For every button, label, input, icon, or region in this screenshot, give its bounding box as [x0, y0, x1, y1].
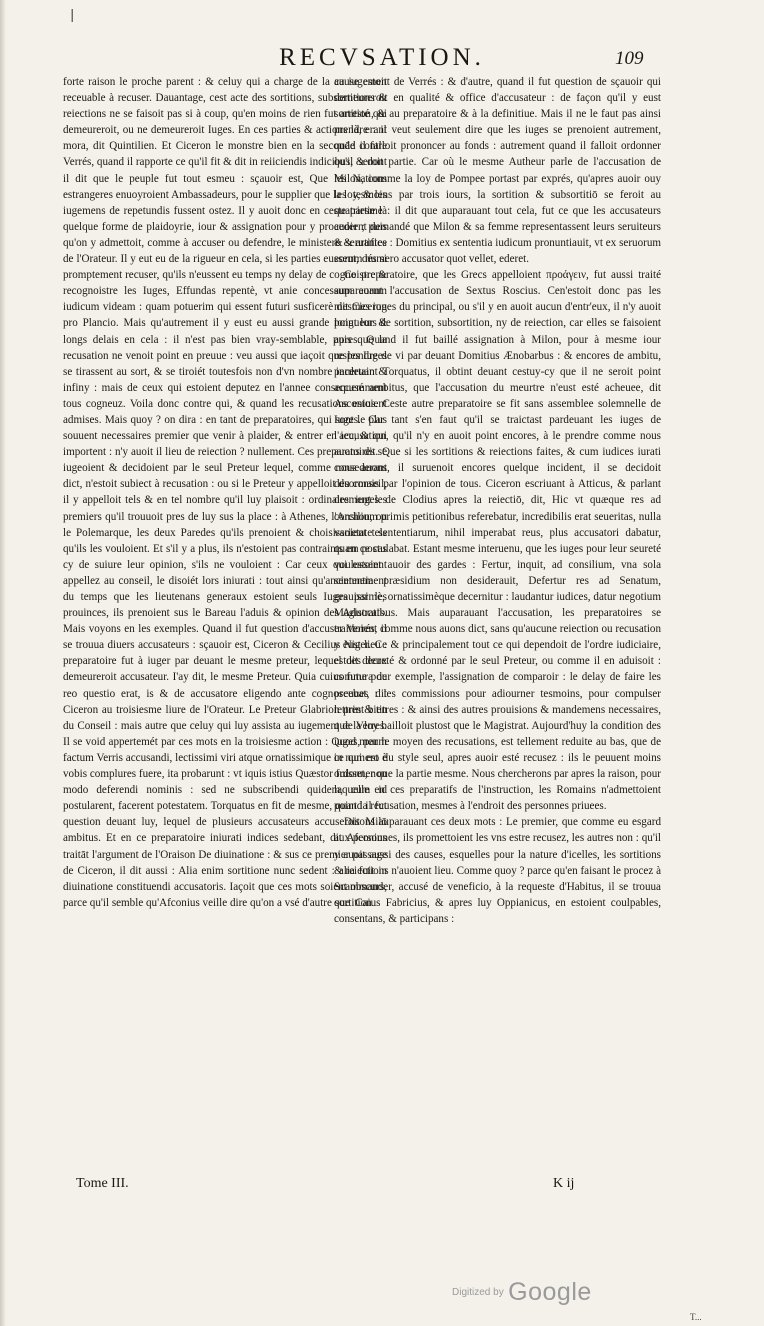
- tome-label: Tome III.: [76, 1176, 129, 1191]
- page-edge: [0, 0, 6, 1326]
- running-title: RECVSATION.: [279, 44, 485, 71]
- digitized-watermark: [452, 1278, 592, 1307]
- watermark-prefix: Digitized by: [452, 1287, 504, 1298]
- right-column: [334, 74, 661, 1168]
- margin-mark: |: [70, 8, 75, 23]
- page-number: 109: [615, 48, 644, 69]
- right-paragraph: au iugement de Verrés : & d'autre, quand il fut question de sçauoir qui demeureroit en qualité & office d'accusateur : de façon qu'il y eust sortition, & au preparatoire & à la definitiue. Mais il ne le faut pas ainsi prendre : il veut seulement dire que les iuges se prenoient autrement, quād il falloit prononcer au fonds : autrement quand il falloit ordonner qu'il seroit partie. Car où le mesme Autheur parle de l'accusation de Milon, comme la loy de Pompee portast par exprés, qu'apres auoir ouy les tesmoins par trois iours, la sortition & subsortitiō se feroit au quatriesme : il dit que auparauant tout cela, fut ce que les accusateurs auoient demandé que Milon & sa femme representassent leurs seruiteurs & seruantes : Domitius ex sententia iudicum pronuntiauit, vt ex seruorum eorum numero accusator quot vellet, ederet.: [334, 76, 661, 266]
- watermark-brand: Google: [508, 1278, 592, 1306]
- right-paragraph: Ce preparatoire, que les Grecs appelloient προάγειν, fut aussi traité auparauant l'accusation de Sextus Roscius. Cen'estoit donc pas les mesmes iuges du principal, ou s'il y en auoit aucun d'entr'eux, il n'y auoit point lors de sortition, subsortition, ny de reiection, car elles se faisoient apres. Quand il fut baillé assignation à Milon, pour à mesme iour respondre de vi par deuant Domitius Ænobarbus : & encores de ambitu, pardeuant Torquatus, il obtint deuant cestuy-cy que il ne seroit point accusé ambitus, que l'accusation du meurtre n'eust esté acheuee, dit Asconius. Ceste autre preparatoire se fit sans assemblee solemnelle de Iuges. Car tant s'en faut qu'il se traictast pardeuant les iuges de l'accusation, qu'il n'y en auoit point encores, à le prendre comme nous auons dit. Que si les sortitions & reiections faites, & cum iudices iurati consederant, il suruenoit encores quelque incident, il se decidoit desormais par l'opinion de tous. Ciceron escriuant à Atticus, & parlant des iuges de Clodius apres la reiectiō, dit, Hic vt quæque res ad consilium primis petitionibus referebatur, incredibilis erat seueritas, nulla varietate sententiarum, nihil imperabat reus, plus accusatori dabatur, quam postulabat. Estant mesme interuenu, que les iuges pour leur seureté voulussent auoir des gardes : Fertur, inquit, ad consilium, vna sola sententia præsidium non desiderauit, Defertur res ad Senatum, grauissimè, ornatissimèque decernitur : laudantur iudices, datur negotium Magistratibus. Mais auparauant l'accusation, les preparatoires se traittoient comme nous auons dict, sans qu'aucune reiection ou recusation y eust lieu : & principalement tout ce qui dependoit de l'ordre iudiciaire, estoit decreté & ordonné par le seul Preteur, ou comme il en aduisoit : comme pour exemple, l'assignation de comparoir : le delay de faire les preuues : les commissions pour adiourner tesmoins, pour compulser lettres & titres : & ainsi des autres prouisions & mandemens necessaires, que la loy bailloit plustost que le Magistrat. Aujourd'huy la condition des iuges, par le moyen des recusations, est tellement reduite au bas, que de ce qui est du style seul, apres auoir esté recusez : ils le peuuent moins ordonner que la partie mesme. Nous chercherons par apres la raison, pour laquelle en ces preparatifs de l'instruction, les Romains n'admettoient point la recusation, mesmes à l'endroit des personnes priuees.: [334, 269, 661, 813]
- left-paragraph: forte raison le proche parent : & celuy qui a charge de la cause estoit receuable à recuser. Dauantage, cest acte des sortitions, subsortitions & reiections ne se faisoit pas si à coup, qu'en moins de rien fut arresté qui demeureroit, ou ne demeureroit Iuges. En ces parties & actions là, erant mora, dit Quintilien. Et Ciceron le monstre bien en la seconde contre Verrés, quand il rapporte ce qu'il fit & dit in reiiciendis indicibus, & dont il dit que le peuple fut tout esmeu : sçauoir est, Que les Nations estrangeres enuoyroient Ambassadeurs, pour le supplier que la loy, & les iugemens de repetundis fussent ostez. Il y auoit donc en ceste partie là quelque forme de plaidoyrie, iour & assignation pour y proceder ; puis qu'on y admettoit, comme à accuser ou defendre, le ministere & artifice de l'Orateur. Il y eut eu de la rigueur en cela, si les parties eussent, dés si promptement recuser, qu'ils n'eussent eu temps ny delay de cognoistre & recognoistre les Iuges, Effundas repentè, vt anie concessum eorum iudicum videam : quam potuerim qui essent futuri susficerè dit Ciceron pro Plancio. Mais qu'autrement il y eust eu aussi grande longueur & longs delais en cela : il n'est pas bien vray-semblable, puis que la recusation ne venoit point en preuue : veu aussi que iaçoit que les Iuges se tirassent au sort, & se tiroiét toutesfois non d'vn nombre incertain & infiny : mais de ceux qui estoient deputez en l'annee consequemment tous cogneuz. Voila donc contre qui, & quand les recusations estoient admises. Mais quoy ? on dira : en tant de preparatoires, qui sont le plus souuent necessaires premier que venir à plaider, & entrer en ieu, & qui importent : n'y auoit il lieu de reiection ? nullement. Ces preparatoires se iugeoient & decidoient par le seul Preteur lequel, comme nous auons dict, n'estoit subiect à recusation : ou si le Preteur y appelloit du conseil, il y appelloit tels & en tel nombre qu'il luy plaisoit : ordinairement les premiers qu'il trouuoit pres de luy sus la place : à Athenes, l'Archon, ou le Polemarque, les deux Paredes qu'ils prenoient & choisissoient tels qu'ils les vouloient. Et s'il y a plus, ils n'estoient pas contraints en ce cas cy de suiure leur opinion, s'ils ne vouloient : Car ceux qui estoient appellez au conseil, le disoiét lors iniurati : tout ainsi qu'anciennement du temps que les lieutenans generaux estoient seuls Iuges par les prouinces, ils prenoient sus le Bareau l'aduis & opinion des Aduocats. Mais voyons en les exemples. Quand il fut question d'accuser Verrés, il se trouua diuers accusateurs : sçauoir est, Ciceron & Cecilius Niger. Ce preparatoire fut à iuger par deuant le mesme preteur, lequel des deux demeureroit accusateur. I'ay dit, le mesme Preteur. Quia cuius futura de reo questio erat, is & de accusatore eligendo ante cognoscebat, dit Ciceron au troisiesme liure de l'Orateur. Le Preteur Glabrion print bien du Conseil : mais autre que celuy qui luy assista au iugement de Verres. Il se void appertemét par ces mots en la troisiesme action : Quod meum factum Verris accusandi, lectissimi viri atque ornatissimique in numero è vobis complures fuere, ita probarunt : vt iquis istius Quæstor fuisset, non modo deferendi nominis : sed ne subscribendi quidem, cum id postularent, facerent potestatem. Torquatus en fit de mesme, quand il fut question deuant luy, lequel de plusieurs accusateurs accuseroit Milō ambitus. Et en ce preparatoire iniurati indices sedebant, dit Afconius traitāt l'argument de l'Oraison De diuinatione : & sus ce premier passage de Ciceron, il dit aussi : Alia enim sortitione nunc sedent : alia fuit in diuinatione constituendi accusatoris. Iaçoit que ces mots soient obscurs, parce qu'il semble qu'Afconius veille dire qu'on a vsé d'autre sortition: [63, 76, 387, 909]
- corner-fragment: T...: [690, 1312, 702, 1322]
- right-paragraph: Disons auparauant ces deux mots : Le premier, que comme eu esgard aux personnes, ils promettoient les vns estre recusez, les autres non : qu'il y auoit aussi des causes, esquelles pour la nature d'icelles, les sortitions & reiections n'auoient lieu. Comme quoy ? parce qu'en faisant le procez à Scammander, accusé de veneficio, à la requeste d'Habitus, il se trouua que Caius Fabricius, & apres luy Oppianicus, en estoient coulpables, consentans, & participans :: [334, 816, 661, 925]
- signature-mark: K ij: [553, 1176, 575, 1191]
